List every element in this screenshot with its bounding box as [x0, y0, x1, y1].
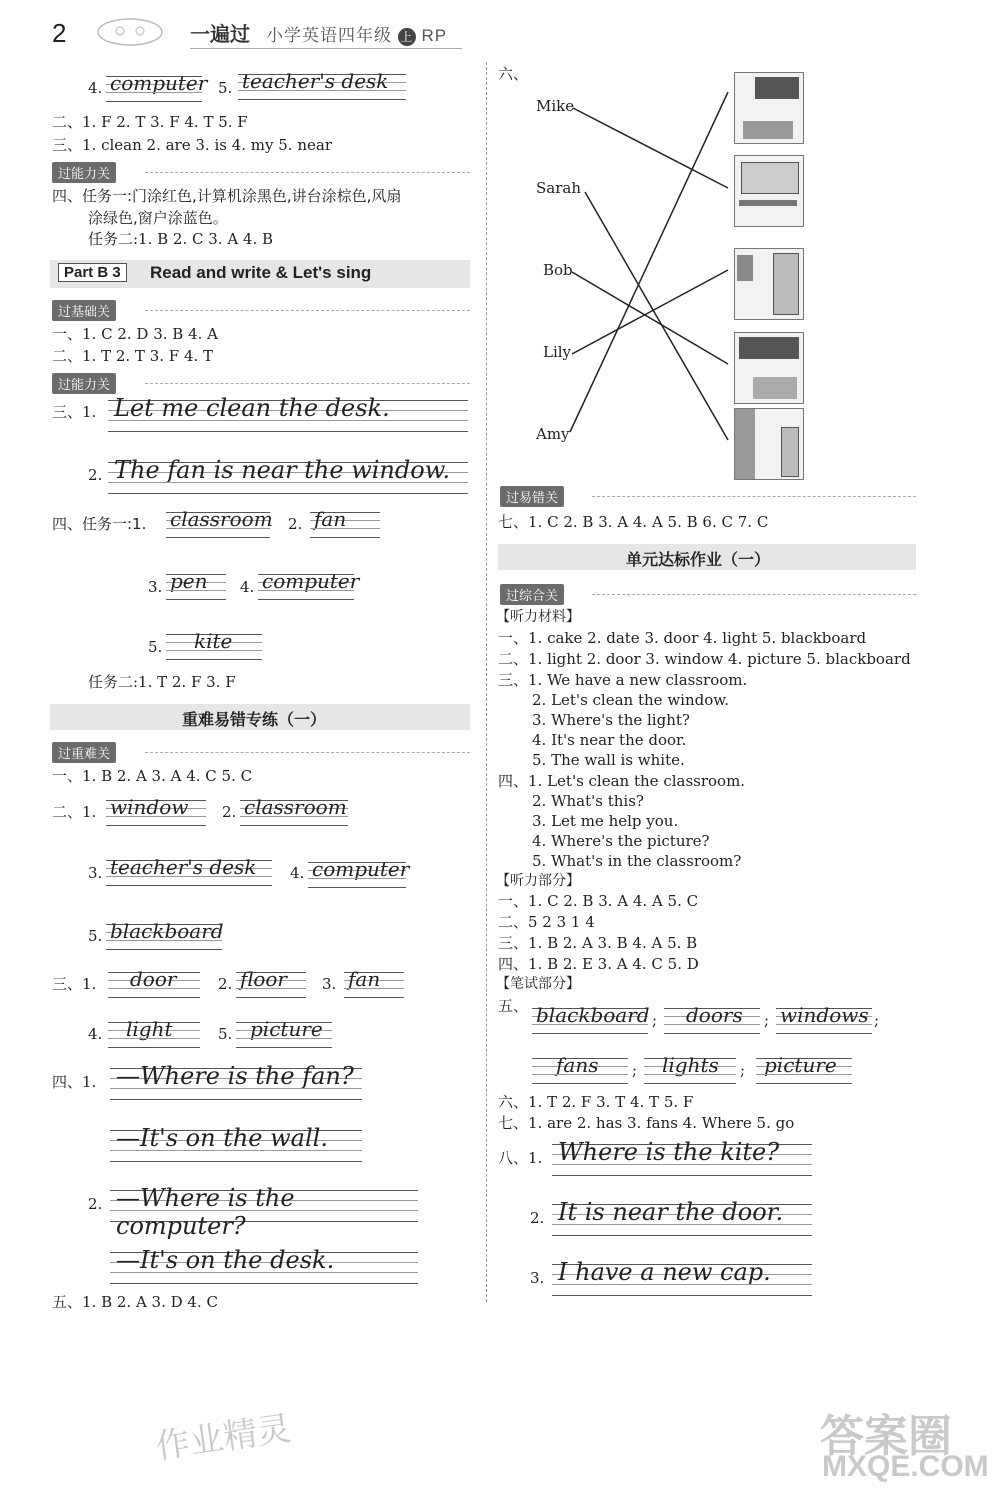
answer-text: classroom [244, 795, 347, 819]
answer-row: 四、1. Let's clean the classroom. [498, 772, 746, 790]
section-tag: 过能力关 [52, 162, 116, 183]
answer-text: teacher's desk [242, 69, 389, 93]
name-label: Mike [536, 97, 575, 115]
blackboard-icon [739, 337, 799, 359]
answer-line [644, 1053, 736, 1084]
item-label: 三、1. [52, 403, 97, 421]
name-label: Bob [543, 261, 573, 279]
answer-text: doors [686, 1003, 743, 1027]
item-label: 六、 [498, 65, 529, 83]
answer-line [258, 569, 360, 600]
answer-text: picture [764, 1053, 837, 1077]
window-icon [737, 255, 753, 281]
answer-text: fan [348, 967, 381, 991]
answer-text: blackboard [536, 1003, 650, 1027]
answer-row: 二、5 2 3 1 4 [498, 913, 595, 931]
answer-text: door [130, 967, 177, 991]
item-label: 2. [88, 1195, 103, 1213]
name-label: Lily [543, 343, 572, 361]
classroom-picture-board-light [734, 332, 804, 404]
watermark-url: MXQE.COM [822, 1450, 989, 1483]
answer-row: 一、1. cake 2. date 3. door 4. light 5. blackboard [498, 629, 867, 647]
answer-row: 七、1. are 2. has 3. fans 4. Where 5. go [498, 1114, 795, 1132]
item-label: 5. [218, 1025, 233, 1043]
page-number: 2 [52, 18, 67, 48]
separator: ; [632, 1061, 638, 1079]
item-label: 3. [148, 578, 163, 596]
separator: ; [652, 1011, 658, 1029]
answer-text: window [110, 795, 189, 819]
answer-line [664, 1003, 760, 1034]
name-label: Amy [536, 425, 570, 443]
answer-text: computer [262, 569, 360, 593]
desk-icon [739, 200, 797, 206]
answer-line [110, 1062, 362, 1100]
answer-row: 4. It's near the door. [532, 731, 687, 749]
answer-line [236, 1017, 332, 1048]
section-tag: 过易错关 [500, 486, 564, 507]
blackboard-icon [755, 77, 799, 99]
name-label: Sarah [536, 179, 581, 197]
item-label: 3. [322, 975, 337, 993]
edition-mark: 上 [398, 28, 416, 46]
answer-line [106, 855, 272, 886]
tag-rule [592, 496, 916, 497]
answer-line [106, 919, 224, 950]
desk-icon [743, 121, 793, 139]
item-label: 2. [222, 803, 237, 821]
section-banner [50, 704, 470, 730]
answer-text: windows [780, 1003, 869, 1027]
separator: ; [764, 1011, 770, 1029]
answer-line [110, 1124, 362, 1162]
answer-text: —Where is the fan? [116, 1062, 354, 1090]
tag-rule [145, 752, 470, 753]
answer-row: 二、1. light 2. door 3. window 4. picture 5. blackboard [498, 650, 911, 668]
item-label: 五、 [498, 997, 529, 1015]
door-icon [773, 253, 799, 315]
answer-line [108, 1017, 200, 1048]
answer-row: 5. What's in the classroom? [532, 852, 742, 870]
answer-text: teacher's desk [110, 855, 257, 879]
item-label: 四、任务一:1. [52, 515, 147, 533]
desk-icon [753, 377, 797, 399]
item-label: 3. [530, 1269, 545, 1287]
answer-row: 一、1. B 2. A 3. A 4. C 5. C [52, 767, 253, 785]
answer-row: 3. Let me help you. [532, 812, 679, 830]
window-icon [741, 162, 799, 194]
item-label: 4. [88, 1025, 103, 1043]
answer-text: blackboard [110, 919, 224, 943]
item-label: 四、1. [52, 1073, 97, 1091]
match-line [572, 270, 728, 354]
classroom-picture-corner [734, 408, 804, 480]
answer-row: 四、任务一:门涂红色,计算机涂黑色,讲台涂棕色,风扇 [52, 187, 402, 205]
subsection-heading: 【笔试部分】 [496, 976, 580, 992]
answer-row: 二、1. T 2. T 3. F 4. T [52, 347, 214, 365]
answer-text: fan [314, 507, 347, 531]
answer-line [552, 1258, 812, 1296]
answer-text: light [126, 1017, 173, 1041]
answer-line [308, 857, 410, 888]
answer-line [110, 1184, 418, 1240]
answer-line [236, 967, 306, 998]
answer-text: computer [312, 857, 410, 881]
answer-row: 2. Let's clean the window. [532, 691, 730, 709]
match-line [570, 92, 728, 432]
classroom-picture-window [734, 155, 804, 227]
item-label: 八、1. [498, 1149, 543, 1167]
matching-lines [0, 0, 1000, 500]
section-tag: 过重难关 [52, 742, 116, 763]
classroom-picture-door [734, 248, 804, 320]
item-label: 三、1. [52, 975, 97, 993]
answer-text: —It's on the desk. [116, 1246, 335, 1274]
watermark-logo: 答案圈 [820, 1411, 952, 1462]
answer-text: classroom [170, 507, 273, 531]
answer-row: 一、1. C 2. B 3. A 4. A 5. C [498, 892, 699, 910]
subsection-heading: 【听力部分】 [496, 873, 580, 889]
item-label: 二、1. [52, 803, 97, 821]
answer-text: I have a new cap. [558, 1258, 771, 1286]
answer-row: 六、1. T 2. F 3. T 4. T 5. F [498, 1093, 694, 1111]
publisher-mark: RP [421, 26, 448, 45]
brand-name: 一遍过 [190, 22, 250, 46]
answer-row: 2. What's this? [532, 792, 644, 810]
item-label: 2. [288, 515, 303, 533]
answer-row: 三、1. B 2. A 3. B 4. A 5. B [498, 934, 698, 952]
item-label: 5. [148, 638, 163, 656]
answer-row: 七、1. C 2. B 3. A 4. A 5. B 6. C 7. C [498, 513, 769, 531]
answer-text: The fan is near the window. [114, 456, 451, 484]
item-label: 3. [88, 864, 103, 882]
book-title-text: 小学英语四年级 [266, 26, 392, 45]
tag-rule [592, 594, 916, 595]
separator: ; [740, 1061, 746, 1079]
answer-line [344, 967, 404, 998]
door-icon [781, 427, 799, 477]
section-banner [498, 544, 916, 570]
answer-text: Let me clean the desk. [114, 394, 390, 422]
item-label: 4. [88, 79, 103, 97]
answer-row: 5. The wall is white. [532, 751, 685, 769]
part-title: Read and write & Let's sing [150, 263, 372, 282]
section-tag: 过能力关 [52, 373, 116, 394]
item-label: 2. [218, 975, 233, 993]
subsection-heading: 【听力材料】 [496, 609, 580, 625]
answer-line [166, 569, 226, 600]
answer-line [756, 1053, 852, 1084]
answer-row: 任务二:1. B 2. C 3. A 4. B [88, 230, 274, 248]
item-label: 5. [218, 79, 233, 97]
item-label: 2. [530, 1209, 545, 1227]
answer-row: 五、1. B 2. A 3. D 4. C [52, 1293, 218, 1311]
answer-row: 任务二:1. T 2. F 3. F [88, 673, 236, 691]
answer-line [166, 629, 262, 660]
part-label: Part B 3 [58, 263, 127, 282]
item-label: 4. [240, 578, 255, 596]
item-label: 2. [88, 466, 103, 484]
answer-row: 四、1. B 2. E 3. A 4. C 5. D [498, 955, 699, 973]
section-tag: 过基础关 [52, 300, 116, 321]
section-tag: 过综合关 [500, 584, 564, 605]
answer-line [776, 1003, 872, 1034]
answer-row: 一、1. C 2. D 3. B 4. A [52, 325, 218, 343]
answer-text: pen [170, 569, 208, 593]
item-label: 4. [290, 864, 305, 882]
answer-row: 三、1. We have a new classroom. [498, 671, 748, 689]
answer-text: picture [250, 1017, 323, 1041]
answer-text: fans [556, 1053, 599, 1077]
match-line [573, 108, 728, 188]
answer-row: 3. Where's the light? [532, 711, 690, 729]
match-line [585, 192, 728, 440]
wall-icon [735, 409, 755, 479]
watermark-left: 作业精灵 [153, 1408, 294, 1468]
answer-row: 二、1. F 2. T 3. F 4. T 5. F [52, 113, 248, 131]
answer-line [166, 507, 273, 538]
answer-text: computer [110, 71, 208, 95]
answer-row: 涂绿色,窗户涂蓝色。 [88, 209, 228, 227]
answer-text: floor [240, 967, 287, 991]
classroom-picture-blackboard [734, 72, 804, 144]
answer-text: Where is the kite? [558, 1138, 780, 1166]
banner-title: 重难易错专练（一） [182, 712, 327, 729]
answer-row: 4. Where's the picture? [532, 832, 710, 850]
separator: ; [874, 1011, 880, 1029]
answer-text: It is near the door. [558, 1198, 784, 1226]
item-label: 5. [88, 927, 103, 945]
answer-line [532, 1053, 628, 1084]
match-line [572, 272, 728, 364]
answer-text: —It's on the wall. [116, 1124, 328, 1152]
answer-row: 三、1. clean 2. are 3. is 4. my 5. near [52, 136, 332, 154]
answer-line [108, 967, 200, 998]
answer-line [240, 795, 348, 826]
answer-line [532, 1003, 650, 1034]
answer-text: lights [662, 1053, 719, 1077]
answer-text: —Where is the computer? [116, 1184, 295, 1240]
answer-line [110, 1246, 418, 1284]
answer-line [552, 1198, 812, 1236]
banner-title: 单元达标作业（一） [626, 552, 771, 569]
answer-text: kite [194, 629, 233, 653]
answer-line [552, 1138, 812, 1176]
answer-line [106, 795, 206, 826]
answer-line [310, 507, 380, 538]
